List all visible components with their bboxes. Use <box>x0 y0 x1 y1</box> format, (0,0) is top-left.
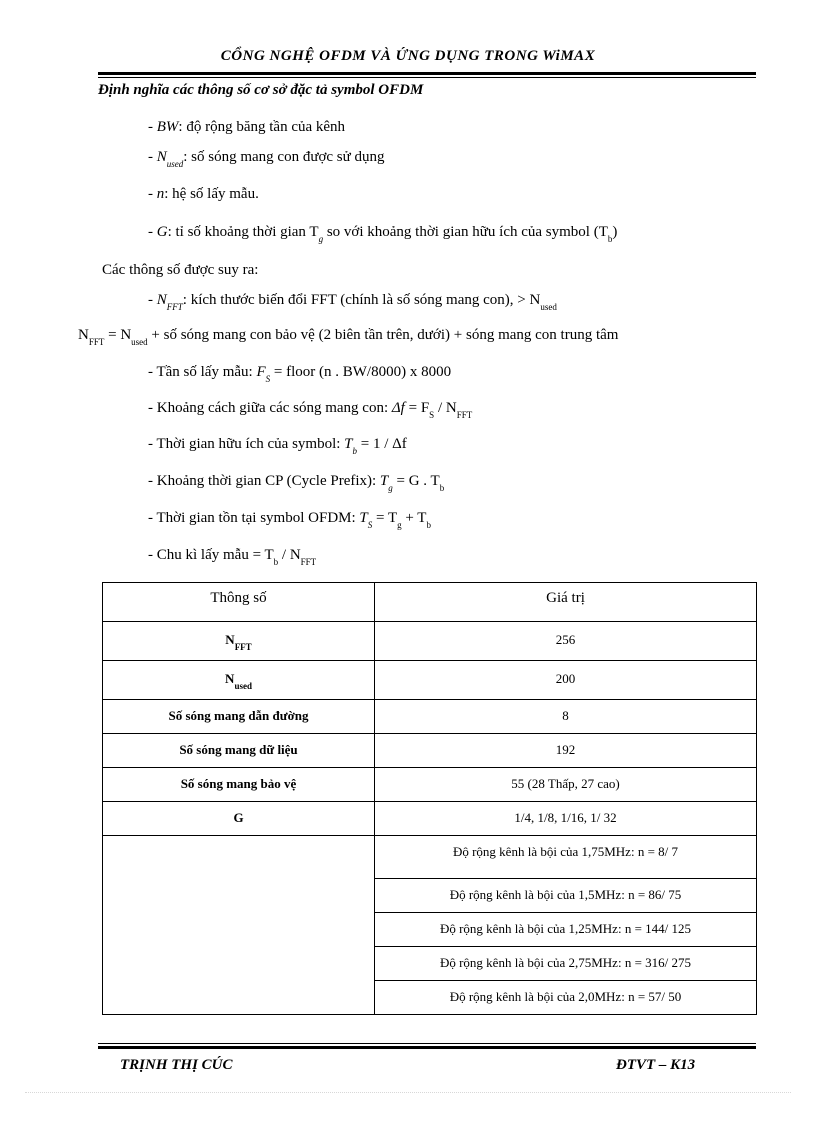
g-sub1: g <box>318 234 324 244</box>
page-header-title: CỔNG NGHỆ OFDM VÀ ỨNG DỤNG TRONG WiMAX <box>220 48 596 64</box>
table-cell-param: $N_{used}$ <box>103 661 375 700</box>
table-cell-value: 192 <box>375 734 757 768</box>
ts-sub2: g <box>397 520 402 530</box>
table-row <box>103 661 757 700</box>
ts-formula: = T <box>372 510 398 526</box>
footer-class: ĐTVT – K13 <box>616 1057 696 1073</box>
nfft-formula-a: N <box>78 327 89 343</box>
table-cell-value: 8 <box>375 700 757 734</box>
bw-symbol: BW <box>156 119 179 135</box>
table-cell-n-value: Độ rộng kênh là bội của 1,5MHz: n = 86/ 75 <box>375 879 757 913</box>
g-sub2: b <box>607 234 613 244</box>
section-title: Định nghĩa các thông số cơ sở đặc tả symbol OFDM <box>98 82 424 98</box>
ts-text: - Thời gian tồn tại symbol OFDM: <box>148 510 360 526</box>
fs-symbol: F <box>256 364 266 380</box>
tb-sub: b <box>352 446 358 456</box>
df-formula2: / N <box>434 400 457 416</box>
table-row <box>103 700 757 734</box>
table-cell-n-value: Độ rộng kênh là bội của 2,0MHz: n = 57/ 50 <box>375 981 757 1015</box>
nfft-sub2: used <box>540 302 557 312</box>
df-text: - Khoảng cách giữa các sóng mang con: <box>148 400 392 416</box>
footer-rule-thick <box>98 1046 756 1049</box>
df-formula: = F <box>404 400 430 416</box>
def-df <box>148 400 473 420</box>
fs-formula: = floor (n . BW/8000) x 8000 <box>270 364 452 380</box>
chu-ki-sub2: FFT <box>300 557 317 567</box>
ofdm-parameter-table <box>102 582 757 1015</box>
nfft-text: : kích thước biến đổi FFT (chính là số sóng mang con), > N <box>182 292 541 308</box>
nfft-formula-b-sub: used <box>131 337 148 347</box>
nfft-formula <box>78 327 619 347</box>
derived-intro: Các thông số được suy ra: <box>102 262 259 278</box>
page-bottom-dotted-line <box>25 1092 791 1093</box>
tg-text: - Khoảng thời gian CP (Cycle Prefix): <box>148 473 380 489</box>
n-text: : hệ số lấy mẫu. <box>164 186 259 202</box>
def-bw: - BW: độ rộng băng tần của kênh <box>148 119 346 135</box>
n-symbol: n <box>156 186 165 202</box>
nfft-formula-a-sub: FFT <box>88 337 105 347</box>
tb-text: - Thời gian hữu ích của symbol: <box>148 436 345 452</box>
table-cell-param: $N_{FFT}$ <box>103 622 375 661</box>
tb-symbol: T <box>344 436 353 452</box>
table-cell-empty <box>103 836 375 1015</box>
def-ts <box>148 510 431 530</box>
footer-rule-thin <box>98 1043 756 1044</box>
table-cell-n-value: Độ rộng kênh là bội của 1,25MHz: n = 144/ 125 <box>375 913 757 947</box>
g-text2: so với khoảng thời gian hữu ích của symbol (T <box>323 224 608 240</box>
bw-text: : độ rộng băng tần của kênh <box>178 119 346 135</box>
table-row <box>103 768 757 802</box>
table-cell-param: Số sóng mang dữ liệu <box>103 734 375 768</box>
header-rule-thin <box>98 77 756 78</box>
nfft-formula-c: + số sóng mang con bảo vệ (2 biên tần trên, dưới) + sóng mang con trung tâm <box>147 327 619 343</box>
chu-ki-sub: b <box>273 557 279 567</box>
table-row <box>103 836 757 879</box>
g-text1: : tỉ số khoảng thời gian T <box>167 224 319 240</box>
def-tg <box>148 473 445 493</box>
df-sub1: S <box>429 410 435 420</box>
def-chu-ki <box>148 547 317 567</box>
table-cell-value: 55 (28 Thấp, 27 cao) <box>375 768 757 802</box>
tg-formula: = G . T <box>392 473 440 489</box>
table-row <box>103 622 757 661</box>
table-cell-value: 256 <box>375 622 757 661</box>
nfft-symbol: N <box>156 292 167 308</box>
def-fs <box>148 364 452 384</box>
table-cell-n-value: Độ rộng kênh là bội của 1,75MHz: n = 8/ 7 <box>375 836 757 879</box>
table-cell-value: 1/4, 1/8, 1/16, 1/ 32 <box>375 802 757 836</box>
table-row <box>103 734 757 768</box>
table-header-value: Giá trị <box>375 583 757 622</box>
tg-sub2: b <box>439 483 445 493</box>
fs-text: - Tần số lấy mẫu: <box>148 364 257 380</box>
nfft-formula-b: = N <box>104 327 132 343</box>
def-nfft: - $N_{FFT}$: kích thước biến đổi FFT (chính là số sóng mang con), > $N_{used}$ <box>148 292 557 312</box>
table-cell-param: Số sóng mang bảo vệ <box>103 768 375 802</box>
def-n: - n: hệ số lấy mẫu. <box>148 186 259 202</box>
table-header-param: Thông số <box>103 583 375 622</box>
chu-ki-formula: / N <box>278 547 301 563</box>
ts-formula2: + T <box>401 510 427 526</box>
table-cell-value: 200 <box>375 661 757 700</box>
table-cell-param: Số sóng mang dẫn đường <box>103 700 375 734</box>
fs-sub: S <box>265 374 271 384</box>
table-header-row <box>103 583 757 622</box>
g-text3: ) <box>612 224 618 240</box>
nused-text: : số sóng mang con được sử dụng <box>183 149 385 165</box>
def-nused: - $N_{used}$: số sóng mang con được sử dụng <box>148 149 385 169</box>
table-cell-n-value: Độ rộng kênh là bội của 2,75MHz: n = 316/ 275 <box>375 947 757 981</box>
ts-sub3: b <box>426 520 431 530</box>
nused-symbol: N <box>156 149 167 165</box>
df-sub2: FFT <box>456 410 473 420</box>
def-g: - G: tỉ số khoảng thời gian $T_g$ so với khoảng thời gian hữu ích của symbol $(T_b)$ <box>148 224 618 244</box>
table-row <box>103 802 757 836</box>
df-symbol: Δf <box>391 400 405 416</box>
tg-sub: g <box>388 483 393 493</box>
tg-symbol: T <box>379 473 389 489</box>
tb-formula: = 1 / Δf <box>357 436 407 452</box>
header-rule-thick <box>98 72 756 75</box>
ts-sub: S <box>367 520 373 530</box>
nfft-sub: FFT <box>166 302 183 312</box>
ts-symbol: T <box>359 510 368 526</box>
nused-sub: used <box>166 159 184 169</box>
g-symbol: G <box>156 224 168 240</box>
chu-ki-text: - Chu kì lấy mẫu = T <box>148 547 274 563</box>
table-cell-param: G <box>103 802 375 836</box>
def-tb <box>148 436 407 456</box>
footer-author: TRỊNH THỊ CÚC <box>120 1057 233 1073</box>
